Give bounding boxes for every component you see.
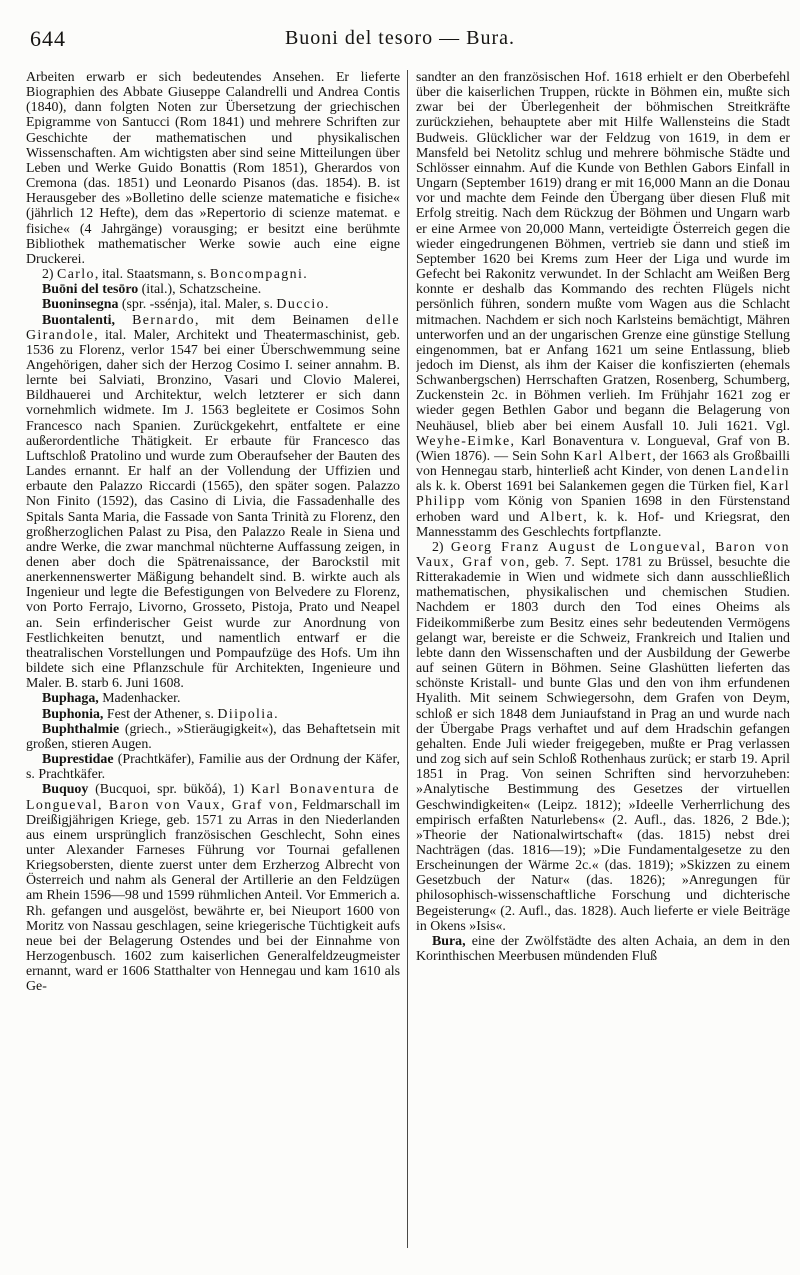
text-run: 2) — [431, 539, 451, 555]
entry-paragraph — [416, 934, 790, 964]
emphasized-name: Karl Philipp — [416, 479, 790, 510]
text-run: , k. k. Hof- und Kriegsrat, den Mannesstamm des Geschlechts fortpflanzte. — [416, 509, 790, 540]
emphasized-name: Landelin — [729, 464, 790, 480]
emphasized-name: Duccio — [276, 297, 325, 313]
entry-headword: Bura, — [431, 933, 466, 949]
emphasized-name: delle Girandole — [26, 312, 400, 343]
entry-headword: Buoninsegna — [41, 297, 119, 313]
entry-paragraph — [26, 282, 400, 297]
text-run: (Bucquoi, spr. bükŏá), 1) — [88, 782, 251, 798]
page-number: 644 — [30, 26, 66, 51]
left-column — [26, 70, 400, 1250]
text-run: (spr. -ssénja), ital. Maler, s. — [118, 297, 277, 313]
text-run — [115, 313, 132, 328]
entry-paragraph — [416, 540, 790, 934]
entry-paragraph — [26, 70, 400, 267]
entry-paragraph — [26, 297, 400, 312]
emphasized-name: Bernardo — [132, 312, 196, 328]
entry-headword: Buphaga, — [41, 691, 99, 707]
entry-headword: Buprestidae — [41, 752, 114, 768]
entry-paragraph — [416, 70, 790, 540]
text-run: sandter an den französischen Hof. 1618 erhielt er den Oberbefehl über die kaiserlichen Truppen, rückte in Böhmen ein, mußte sich zwar bei der Überlegenheit der böhmischen Streitkräfte zurückziehen, behauptete aber mit Hilfe Wallensteins die Stadt Budweis. Glücklicher war der Feldzug von 1619, in dem er Mansfeld bei Netolitz schlug und mehrere böhmische Städte und Schlösser einnahm. Auf die Kunde von Bethlen Gabors Einfall in Ungarn (September 1619) drang er mit 16,000 Mann an die Donau vor und machte dem Feinde den Übergang über diesen Fluß mit Erfolg streitig. Nach dem Rückzug der Böhmen und Ungarn warb er eine Armee von 20,000 Mann, verteidigte Österreich gegen die wieder eingedrungenen Böhmen, vertrieb sie dann und stieß im September 1620 bei Krems zum Heer der Liga und wurde im Gefecht bei Rakonitz verwundet. In der Schlacht am Weißen Berg konnte er deshalb das Kommando des rechten Flügels nicht persönlich führen, sondern mußte vom Wagen aus die Schlacht mitmachen. Nachdem er sich noch Karlsteins bemächtigt, Mähren unterworfen und an der ungarischen Grenze eine günstige Stellung eingenommen, bat er Anfang 1621 um seine Entlassung, blieb jedoch im Dienst, als ihm der Kaiser die konfiszierten (ehemals Schwanbergschen) Herrschaften Gratzen, Rosenberg, Schumberg, Zuckenstein 2c. in Böhmen verlieh. Im Frühjahr 1621 zog er wieder gegen Bethlen Gabor und begann die Belagerung von Neuhäusel, blieb aber bei einem Ausfall 10. Juli 1621. Vgl. — [416, 70, 790, 434]
text-run: Madenhacker. — [98, 691, 181, 707]
text-run: , Feldmarschall im Dreißigjährigen Kriege, geb. 1571 zu Arras in den Niederlanden aus einem ursprünglich französischen Geschlecht, Sohn eines unter Alexander Farneses Führung vor Tournai gefallenen Kriegsobersten, diente zuerst unter dem Erzherzog Albrecht von Österreich und nahm als General der Artillerie an den Feldzügen am Rhein 1596—98 und 1599 rühmlichen Anteil. Vor Emmerich a. Rh. gefangen und ausgelöst, bewährte er, bei Nieuport 1600 von Moritz von Nassau geschlagen, seine kriegerische Tüchtigkeit aufs neue bei der Belagerung Ostendes und bei der Einnahme von Herzogenbusch. 1602 zum kaiserlichen Generalfeldzeugmeister ernannt, ward er 1606 Statthalter von Hennegau und kam 1610 als Ge- — [26, 797, 400, 995]
text-columns — [26, 70, 790, 1250]
entry-paragraph — [26, 691, 400, 706]
text-run: . — [324, 297, 329, 313]
emphasized-name: Georg Franz August de Longueval, Baron von Vaux, Graf von — [416, 539, 790, 570]
entry-paragraph — [26, 313, 400, 692]
emphasized-name: Weyhe-Eimke — [416, 433, 511, 449]
emphasized-name: Albert — [539, 509, 584, 525]
page-header — [0, 24, 800, 58]
text-run: Fest der Athener, s. — [103, 706, 218, 722]
text-run: , ital. Staatsmann, s. — [94, 267, 210, 283]
text-run: eine der Zwölfstädte des alten Achaia, an dem in den Korinthischen Meerbusen mündenden Fluß — [416, 933, 790, 965]
text-run: , mit dem Beinamen — [195, 312, 366, 328]
text-run: , der 1663 als Großbailli von Hennegau starb, hinterließ acht Kinder, von denen — [416, 448, 790, 480]
emphasized-name: Boncompagni — [209, 267, 304, 283]
right-column — [416, 70, 790, 1250]
entry-headword: Buontalenti, — [41, 312, 115, 328]
entry-paragraph — [26, 752, 400, 782]
entry-headword: Buōni del tesōro — [41, 282, 139, 298]
running-title: Buoni del tesoro — Bura. — [284, 27, 516, 49]
entry-paragraph — [26, 267, 400, 282]
text-run: vom König von Spanien 1698 in den Fürstenstand erhoben ward und — [416, 494, 790, 525]
entry-headword: Buphthalmie — [41, 721, 120, 737]
text-run: (Prachtkäfer), Familie aus der Ordnung der Käfer, s. Prachtkäfer. — [26, 752, 400, 783]
text-run: als k. k. Oberst 1691 bei Salankemen gegen die Türken fiel, — [416, 479, 760, 495]
text-run: , Karl Bonaventura v. Longueval, Graf von B. (Wien 1876). — Sein Sohn — [416, 433, 790, 464]
emphasized-name: Diipolia — [217, 706, 275, 722]
emphasized-name: Karl Albert — [573, 448, 653, 464]
text-run: , geb. 7. Sept. 1781 zu Brüssel, besuchte die Ritterakademie in Wien und widmete sich dann ausschließlich mathematischen, physikalischen und chemischen Studien. Nachdem er 1803 durch den Tod eines Oheims als Fideikommißerbe zum Besitz eines sehr bedeutenden Vermögens gelangt war, bereiste er die Schweiz, Frankreich und Italien und lebte dann den Wissenschaften und der Ausbildung der Gewerbe auf seinen Gütern in Böhmen. Seine Glashütten lieferten das schönste Kristall- und bunte Glas und den von ihm erfundenen Hyalith. Mit seinem Schwiegersohn, dem Grafen von Deym, schloß er sich 1848 dem Juniaufstand in Prag an und wurde nach der Übergabe Prags verhaftet und auf dem Hradschin gefangen gehalten. Ende Juli wieder freigegeben, mußte er Prag verlassen und zog sich auf sein Schloß Rothenhaus zurück; er starb 19. April 1851 in Prag. Von seinen Schriften sind hervorzuheben: »Analytische Bestimmung des Gesetzes der virtuellen Geschwindigkeiten« (Leipz. 1812); »Ideelle Verherrlichung des empirisch erfaßten Naturlebens« (2. Aufl., das. 1826, 2 Bde.); »Theorie der Nationalwirtschaft« (das. 1815) nebst drei Nachträgen (das. 1816—19); »Die Fundamentalgesetze zu den Erscheinungen der Wärme 2c.« (das. 1819); »Skizzen zu einem Gesetzbuch der Natur« (das. 1826); »Anregungen für philosophisch-wissenschaftliche Forschung und dichterische Begeisterung« (2. Aufl., das. 1828). Auch lieferte er viele Beiträge in Okens »Isis«. — [416, 555, 790, 934]
entry-headword: Buphonia, — [41, 706, 104, 722]
entry-paragraph — [26, 707, 400, 722]
emphasized-name: Karl Bonaventura de Longueval, Baron von Vaux, Graf von — [26, 782, 400, 813]
entry-paragraph — [26, 722, 400, 752]
emphasized-name: Carlo — [57, 267, 95, 283]
entry-paragraph — [26, 782, 400, 994]
entry-headword: Buquoy — [41, 782, 89, 798]
text-run: . — [274, 706, 278, 722]
text-run: . — [303, 267, 307, 283]
text-run: 2) — [41, 267, 58, 283]
text-run: , ital. Maler, Architekt und Theatermaschinist, geb. 1536 zu Florenz, verlor 1547 bei einer Überschwemmung seine Angehörigen, daher sich der Herzog Cosimo I. seiner annahm. B. lernte bei Salviati, Bronzino, Vasari und Clovio Malerei, Bildhauerei und Architektur, welch letzterer er sich dann vornehmlich widmete. Im J. 1563 begleitete er Cosimos Sohn Francesco nach Spanien. Zurückgekehrt, entfaltete er eine außerordentliche Thätigkeit. Er erbaute für Francesco das Luftschloß Pratolino und wurde zum Oberaufseher der Bauten des Landes ernannt. Er half an der Vollendung der Uffizien und erbaute den Palazzo Riccardi (1565), den später sogen. Palazzo Non Finito (1592), das Casino di Livia, die Fassadenhalle des Spitals Santa Maria, die Fassade von Santa Trinità zu Florenz, den großherzoglichen Palast zu Pisa, den Palazzo Reale in Siena und andre Werke, die zwar manchmal nüchterne Auffassung zeigen, in denen aber doch die Spätrenaissance, der Barockstil mit anerkennenswerter Mäßigung behandelt sind. B. wirkte auch als Ingenieur und legte die Befestigungen von Belvedere zu Florenz, von Porto Ferrajo, Livorno, Grosseto, Pistoja, Prato und Neapel an. Sein erfinderischer Geist wurde zur Anordnung von Festlichkeiten benutzt, und namentlich entwarf er die theatralischen Vorstellungen und Pompaufzüge des Hofs. Um ihn bildete sich eine Pflanzschule für Architekten, Ingenieure und Maler. B. starb 6. Juni 1608. — [26, 327, 400, 692]
text-run: Arbeiten erwarb er sich bedeutendes Ansehen. Er lieferte Biographien des Abbate Giuseppe Calandrelli und Andrea Contis (1840), dann folgten Noten zur Übersetzung der griechischen Epigramme von Santucci (Rom 1841) und mehrere Schriften zur Geschichte der mathematischen und physikalischen Wissenschaften. Am wichtigsten aber sind seine Mitteilungen über Leben und Werke Guido Bonattis (Rom 1851), Gherardos von Cremona (das. 1851) und Leonardo Pisanos (das. 1854). B. ist Herausgeber des »Bolletino delle scienze matematiche e fisiche« (jährlich 12 Hefte), dem das »Repertorio di scienze matemat. e fisiche« (4 Jahrgänge) vorausging; er besitzt eine berühmte Bibliothek mathematischer Werke sowie auch eine eigne Druckerei. — [26, 70, 400, 267]
column-divider-rule — [407, 70, 408, 1248]
text-run: (ital.), Schatzscheine. — [138, 282, 262, 298]
text-run: (griech., »Stieräugigkeit«), das Behaftetsein mit großen, stieren Augen. — [26, 721, 400, 752]
